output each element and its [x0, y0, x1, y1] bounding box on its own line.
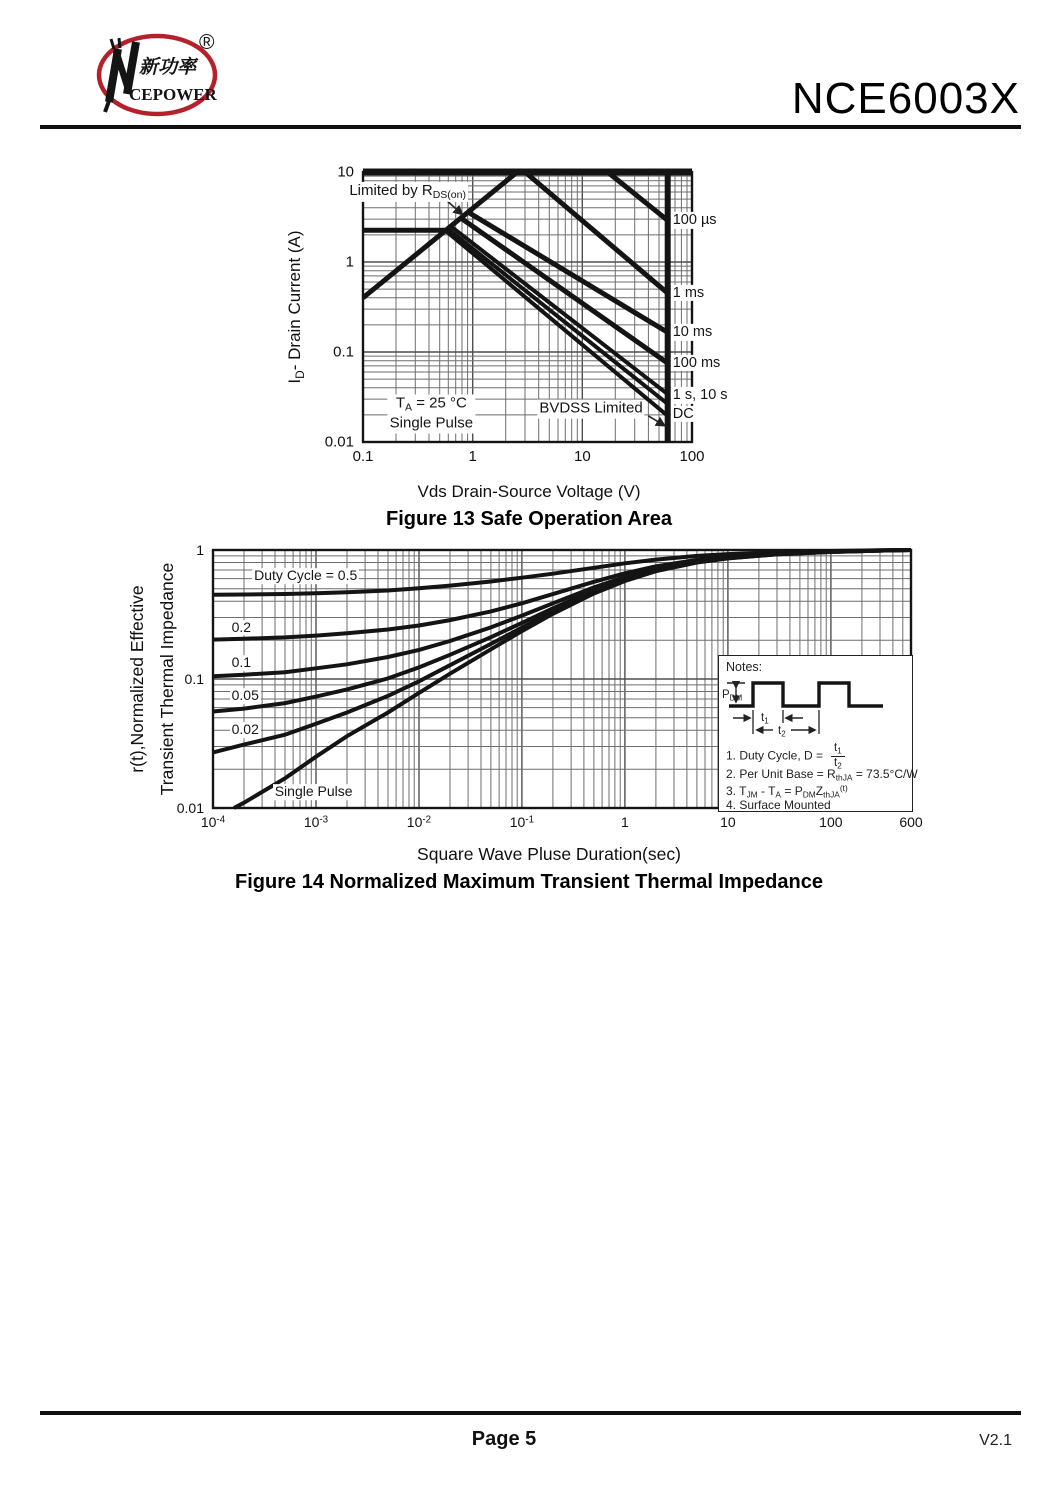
footer-version: V2.1 [979, 1432, 1012, 1449]
fig14-y-axis-title [122, 563, 182, 795]
header-rule [40, 125, 1021, 129]
footer-rule [40, 1411, 1021, 1415]
fig13-caption: Figure 13 Safe Operation Area [385, 508, 673, 530]
annotation-arrow [648, 416, 664, 426]
x-tick-label: $10^{-3}$ [303, 814, 329, 830]
x-tick-label: 0.1 [352, 448, 374, 465]
series-100ms [461, 218, 667, 363]
note-line-3: 3. $T_{JM} - T_A = P_{DM}Z_{thJA}^{(t)}$ [726, 783, 848, 800]
y-tick-label: 0.01 [324, 433, 354, 451]
logo-chinese-text: 新功率 [139, 57, 197, 78]
curve-label: 1 ms [672, 285, 705, 302]
fig13-y-axis-title: $I_D-$ Drain Current (A) [285, 230, 307, 384]
curve-label: DC [672, 405, 694, 422]
note-line-2: 2. Per Unit Base = $R_{thJA} = 73.5^\circ C/W$ [726, 767, 918, 783]
x-tick-label: $10^{-4}$ [200, 814, 226, 830]
x-tick-label: $10^{-2}$ [406, 814, 432, 830]
x-tick-label: $10^{-1}$ [509, 814, 535, 830]
footer-page-number: Page 5 [471, 1428, 537, 1450]
t2-label: $t_2$ [778, 725, 786, 739]
y-tick-label: 1 [196, 542, 204, 558]
fig14-y-axis-title-line1: r(t),Normalized Effective [127, 585, 147, 773]
curve-label: Duty Cycle = 0.5 [254, 567, 358, 584]
x-tick-label: 1 [468, 448, 477, 465]
x-tick-label: 100 [819, 814, 843, 830]
registered-mark-icon: ® [199, 31, 215, 54]
curve-label: 100 µs [672, 212, 717, 229]
x-tick-label: 1 [621, 814, 629, 830]
note-line-4: 4. Surface Mounted [726, 798, 831, 812]
test-condition-note: $T_A = 25$ °C Single Pulse [389, 394, 474, 432]
pulse-waveform-diagram [723, 676, 895, 738]
curve-label: 1 s, 10 s [672, 387, 728, 404]
part-number-title: NCE6003X [791, 74, 1020, 123]
curve-label: 10 ms [672, 324, 713, 341]
y-tick-label: 1 [345, 253, 354, 271]
rdson-limit-note: Limited by $R_{DS(on)}$ [349, 181, 466, 201]
y-tick-label: 10 [337, 163, 354, 181]
bvdss-note: BVDSS Limited [539, 400, 643, 418]
curve-label: 0.1 [231, 654, 252, 671]
curve-label: 100 ms [672, 355, 721, 372]
y-tick-label: 0.01 [176, 800, 204, 816]
x-tick-label: 10 [720, 814, 736, 830]
x-tick-label: 600 [899, 814, 923, 830]
x-tick-label: 100 [679, 448, 705, 465]
t1-label: $t_1$ [761, 712, 769, 726]
logo-latin-text: CEPOWER [129, 85, 217, 104]
x-tick-label: 10 [573, 448, 591, 465]
fig14-caption: Figure 14 Normalized Maximum Transient Thermal Impedance [235, 871, 823, 893]
ncepower-logo [95, 28, 227, 122]
curve-label: 0.2 [231, 618, 252, 635]
y-tick-label: 0.1 [333, 343, 354, 361]
curve-label: 0.05 [231, 687, 259, 704]
notes-title: Notes: [726, 660, 763, 674]
fig13-x-axis-title: Vds Drain-Source Voltage (V) [417, 482, 641, 501]
pdm-label: $P_{DM}$ [722, 689, 743, 703]
fig14-x-axis-title: Square Wave Pluse Duration(sec) [417, 844, 681, 864]
fig14-notes-box [718, 655, 918, 812]
y-tick-label: 0.1 [184, 671, 204, 687]
curve-label: Single Pulse [274, 783, 353, 800]
note-line-1: 1. Duty Cycle, D = $\frac{t_1}{t_2}$ [726, 742, 845, 770]
curve-label: 0.02 [231, 721, 259, 738]
fig14-y-axis-title-line2: Transient Thermal Impedance [157, 562, 177, 796]
